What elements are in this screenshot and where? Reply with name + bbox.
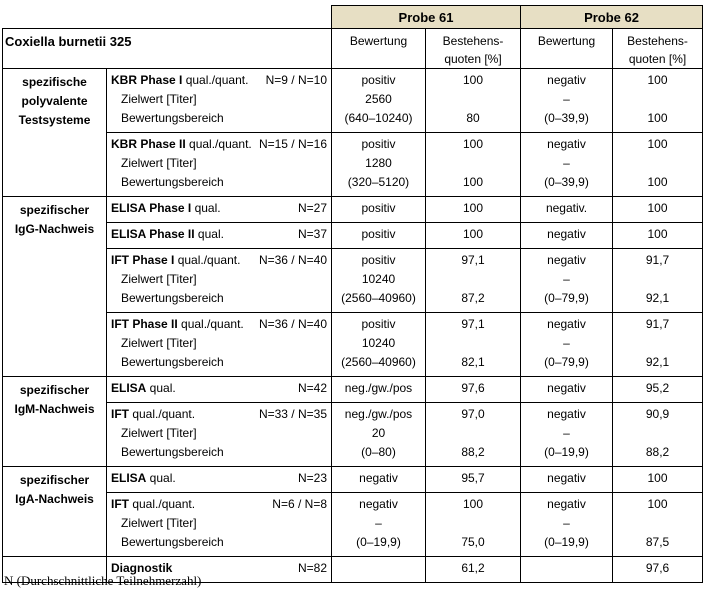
probe62-header: Probe 62 <box>521 6 703 29</box>
empty-corner <box>3 6 332 29</box>
table-row <box>3 223 703 249</box>
bewertung-61: positiv 10240 (2560–40960) <box>332 313 426 377</box>
bewertung-61: negativ <box>332 467 426 493</box>
quote-61: 97,0 88,2 <box>426 403 521 467</box>
table-row <box>3 493 703 557</box>
bewertung-62: negativ <box>521 377 613 403</box>
test-name: IFT qual./quant. N=33 / N=35 Zielwert [Titer] Bewertungsbereich <box>107 403 332 467</box>
bewertung-61: positiv <box>332 223 426 249</box>
quote-62: 100 <box>613 223 703 249</box>
bewertung-61: neg./gw./pos <box>332 377 426 403</box>
category-igm: spezifischer IgM-Nachweis <box>3 377 107 467</box>
empty-cell <box>521 557 613 583</box>
test-name: IFT qual./quant. N=6 / N=8 Zielwert [Titer] Bewertungsbereich <box>107 493 332 557</box>
table-row <box>3 377 703 403</box>
quote-61: 100 100 <box>426 133 521 197</box>
test-name: IFT Phase I qual./quant. N=36 / N=40 Zielwert [Titer] Bewertungsbereich <box>107 249 332 313</box>
probe61-header: Probe 61 <box>332 6 521 29</box>
table-row <box>3 197 703 223</box>
category-igg: spezifischer IgG-Nachweis <box>3 197 107 377</box>
quote-61: 100 80 <box>426 69 521 133</box>
bewertung-62: negativ – (0–19,9) <box>521 493 613 557</box>
bewertung-62: negativ – (0–79,9) <box>521 313 613 377</box>
bewertung-61: positiv <box>332 197 426 223</box>
quote-62: 100 100 <box>613 133 703 197</box>
quote-61: 100 75,0 <box>426 493 521 557</box>
test-name: ELISA Phase I qual. N=27 <box>107 197 332 223</box>
quote-62: 100 <box>613 467 703 493</box>
test-name: ELISA Phase II qual. N=37 <box>107 223 332 249</box>
bewertung-62: negativ – (0–19,9) <box>521 403 613 467</box>
quote-62: 97,6 <box>613 557 703 583</box>
table-row <box>3 69 703 133</box>
quote-62: 91,7 92,1 <box>613 313 703 377</box>
test-name: ELISA qual. N=23 <box>107 467 332 493</box>
bewertung-62: negativ. <box>521 197 613 223</box>
col-quoten-62: Bestehens- quoten [%] <box>613 29 703 69</box>
table-row <box>3 313 703 377</box>
bewertung-61: neg./gw./pos 20 (0–80) <box>332 403 426 467</box>
bewertung-62: negativ – (0–79,9) <box>521 249 613 313</box>
quote-61: 97,6 <box>426 377 521 403</box>
quote-62: 91,7 92,1 <box>613 249 703 313</box>
quote-61: 95,7 <box>426 467 521 493</box>
col-quoten-61: Bestehens- quoten [%] <box>426 29 521 69</box>
col-bewertung-61: Bewertung <box>332 29 426 69</box>
results-table <box>2 5 703 583</box>
bewertung-62: negativ <box>521 223 613 249</box>
empty-cell <box>332 557 426 583</box>
category-polyvalent: spezifische polyvalente Testsysteme <box>3 69 107 197</box>
bewertung-61: positiv 2560 (640–10240) <box>332 69 426 133</box>
bewertung-61: negativ – (0–19,9) <box>332 493 426 557</box>
table-row <box>3 249 703 313</box>
footnote: N (Durchschnittliche Teilnehmerzahl) <box>4 573 202 588</box>
bewertung-61: positiv 10240 (2560–40960) <box>332 249 426 313</box>
category-iga: spezifischer IgA-Nachweis <box>3 467 107 557</box>
test-name: ELISA qual. N=42 <box>107 377 332 403</box>
quote-61: 100 <box>426 197 521 223</box>
bewertung-62: negativ – (0–39,9) <box>521 133 613 197</box>
quote-62: 95,2 <box>613 377 703 403</box>
quote-62: 100 87,5 <box>613 493 703 557</box>
col-bewertung-62: Bewertung <box>521 29 613 69</box>
test-name: KBR Phase II qual./quant. N=15 / N=16 Zielwert [Titer] Bewertungsbereich <box>107 133 332 197</box>
quote-62: 100 <box>613 197 703 223</box>
test-name: Diagnostik N=82 <box>107 557 332 583</box>
table-row <box>3 467 703 493</box>
bewertung-61: positiv 1280 (320–5120) <box>332 133 426 197</box>
bewertung-62: negativ – (0–39,9) <box>521 69 613 133</box>
bewertung-62: negativ <box>521 467 613 493</box>
test-name: IFT Phase II qual./quant. N=36 / N=40 Zielwert [Titer] Bewertungsbereich <box>107 313 332 377</box>
quote-61: 97,1 82,1 <box>426 313 521 377</box>
quote-62: 90,9 88,2 <box>613 403 703 467</box>
quote-62: 100 100 <box>613 69 703 133</box>
quote-61: 100 <box>426 223 521 249</box>
quote-61: 61,2 <box>426 557 521 583</box>
table-row <box>3 133 703 197</box>
table-row <box>3 403 703 467</box>
test-name: KBR Phase I qual./quant. N=9 / N=10 Zielwert [Titer] Bewertungsbereich <box>107 69 332 133</box>
table-title: Coxiella burnetii 325 <box>3 29 332 69</box>
quote-61: 97,1 87,2 <box>426 249 521 313</box>
